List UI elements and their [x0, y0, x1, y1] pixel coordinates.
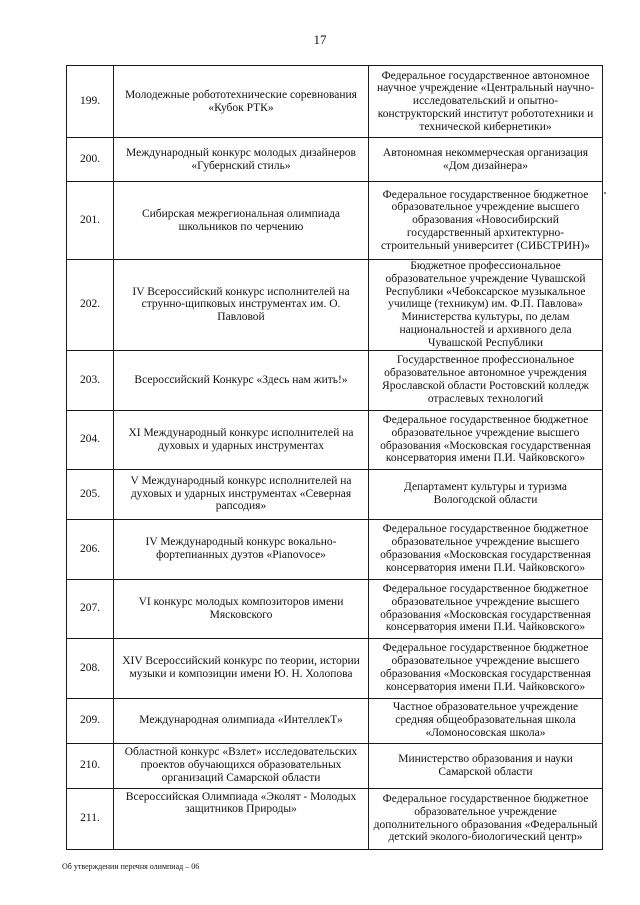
row-number: 199. [67, 66, 114, 138]
olympiad-name: Сибирская межрегиональная олимпиада школьников по черчению [114, 182, 369, 260]
row-number: 205. [67, 469, 114, 519]
row-number: 201. [67, 182, 114, 260]
olympiad-name: XIV Всероссийский конкурс по теории, истории музыки и композиции имени Ю. Н. Холопова [114, 638, 369, 698]
olympiad-name: VI конкурс молодых композиторов имени Мясковского [114, 579, 369, 638]
organizer: Федеральное государственное бюджетное образовательное учреждение дополнительного образования «Федеральный детский эколого-биологический центр» [369, 788, 603, 849]
olympiad-name: XI Международный конкурс исполнителей на духовых и ударных инструментах [114, 410, 369, 469]
organizer: Министерство образования и науки Самарской области [369, 743, 603, 788]
page-number: 17 [313, 32, 327, 47]
olympiad-name: Всероссийская Олимпиада «Эколят - Молодых защитников Природы» [114, 788, 369, 849]
row-number: 207. [67, 579, 114, 638]
olympiad-name: IV Всероссийский конкурс исполнителей на струнно-щипковых инструментах им. О. Павловой [114, 260, 369, 351]
table-row [67, 182, 603, 260]
organizer: Федеральное государственное бюджетное образовательное учреждение высшего образования «Московская государственная консерватория имени П.И. Чайковского» [369, 638, 603, 698]
row-number: 200. [67, 138, 114, 182]
organizer: Федеральное государственное бюджетное образовательное учреждение высшего образования «Московская государственная консерватория имени П.И. Чайковского» [369, 519, 603, 579]
table-row [67, 138, 603, 182]
organizer: Федеральное государственное автономное научное учреждение «Центральный научно-исследовательский и опытно-конструкторский институт робототехники и технической кибернетики» [369, 66, 603, 138]
table-row [67, 579, 603, 638]
table-row [67, 638, 603, 698]
organizer: Федеральное государственное бюджетное образовательное учреждение высшего образования «Новосибирский государственный архитектурно-строительный университет (СИБСТРИН)» [369, 182, 603, 260]
row-number: 209. [67, 698, 114, 743]
row-number: 210. [67, 743, 114, 788]
row-number: 202. [67, 260, 114, 351]
olympiad-name: Всероссийский Конкурс «Здесь нам жить!» [114, 350, 369, 410]
olympiad-name: Международная олимпиада «ИнтеллекТ» [114, 698, 369, 743]
table-row [67, 469, 603, 519]
row-number: 208. [67, 638, 114, 698]
organizer: Бюджетное профессиональное образовательное учреждение Чувашской Республики «Чебоксарское музыкальное училище (техникум) им. Ф.П. Павлова» Министерства культуры, по делам национальностей и архивного дела Чувашской Республики [369, 260, 603, 351]
olympiad-name: IV Международный конкурс вокально-фортепианных дуэтов «Pianovoce» [114, 519, 369, 579]
organizer: Государственное профессиональное образовательное автономное учреждения Ярославской области Ростовский колледж отраслевых технологий [369, 350, 603, 410]
row-number: 204. [67, 410, 114, 469]
table-row [67, 519, 603, 579]
olympiad-name: Областной конкурс «Взлет» исследовательских проектов обучающихся образовательных организаций Самарской области [114, 743, 369, 788]
table-row [67, 698, 603, 743]
organizer: Федеральное государственное бюджетное образовательное учреждение высшего образования «Московская государственная консерватория имени П.И. Чайковского» [369, 410, 603, 469]
olympiad-table [66, 65, 603, 850]
table-row [67, 410, 603, 469]
table-row [67, 788, 603, 849]
organizer: Автономная некоммерческая организация «Дом дизайнера» [369, 138, 603, 182]
table-row [67, 260, 603, 351]
olympiad-name: Международный конкурс молодых дизайнеров «Губернский стиль» [114, 138, 369, 182]
document-footer: Об утверждении перечня олимпиад – 06 [62, 862, 200, 871]
organizer: Департамент культуры и туризма Вологодской области [369, 469, 603, 519]
olympiad-name: V Международный конкурс исполнителей на духовых и ударных инструментах «Северная рапсодия» [114, 469, 369, 519]
table-row [67, 743, 603, 788]
row-number: 203. [67, 350, 114, 410]
olympiad-name: Молодежные робототехнические соревнования «Кубок РТК» [114, 66, 369, 138]
row-number: 211. [67, 788, 114, 849]
table-row [67, 350, 603, 410]
table-row [67, 66, 603, 138]
scan-artifact [604, 192, 606, 194]
row-number: 206. [67, 519, 114, 579]
organizer: Частное образовательное учреждение средняя общеобразовательная школа «Ломоносовская школа» [369, 698, 603, 743]
organizer: Федеральное государственное бюджетное образовательное учреждение высшего образования «Московская государственная консерватория имени П.И. Чайковского» [369, 579, 603, 638]
